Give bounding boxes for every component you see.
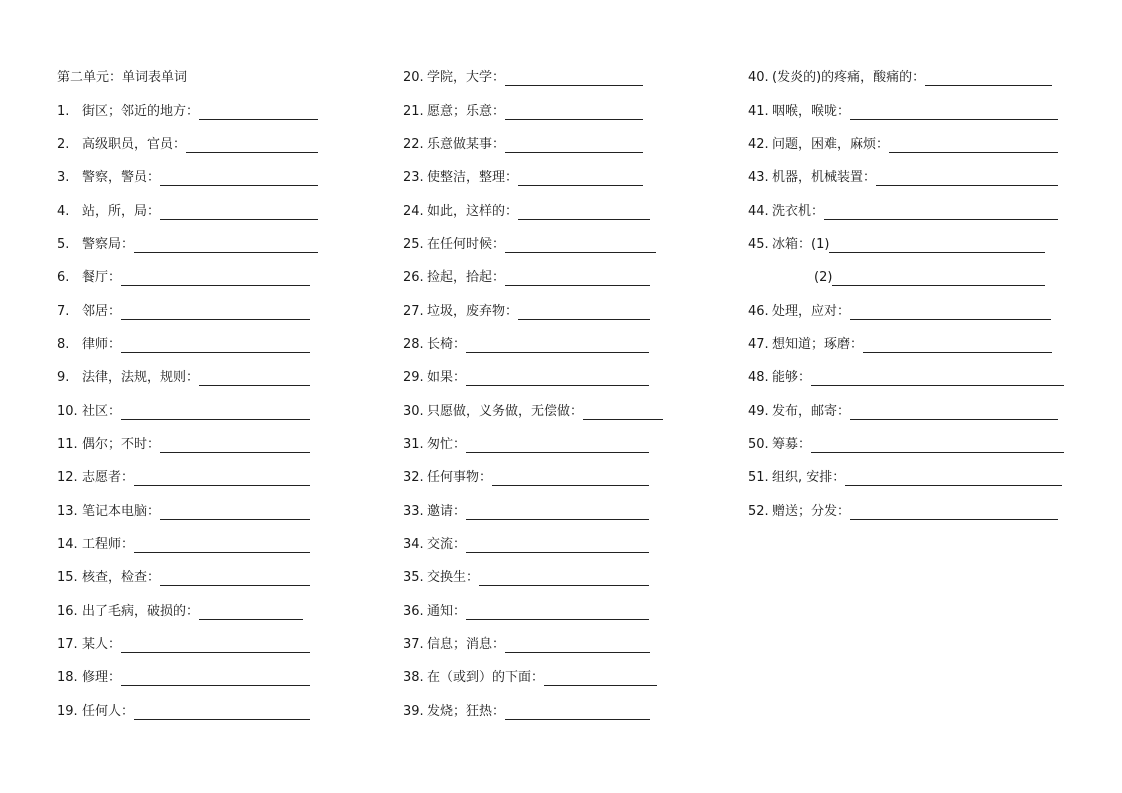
answer-blank: [811, 437, 1064, 453]
item-number: 13.: [57, 504, 78, 519]
item-label: 发布，邮寄：: [772, 404, 851, 419]
answer-blank: [121, 304, 310, 320]
vocab-item: [57, 337, 310, 353]
vocab-item: [57, 470, 310, 486]
vocab-item: [748, 337, 1052, 353]
answer-blank: [492, 470, 649, 486]
vocab-item: [57, 404, 310, 420]
answer-blank: [466, 437, 649, 453]
item-label: 任何人：: [82, 704, 135, 719]
vocab-item: [748, 504, 1058, 520]
answer-blank: [479, 570, 649, 586]
answer-blank: [845, 470, 1062, 486]
answer-blank: [850, 404, 1058, 420]
item-label: 交换生：: [427, 570, 480, 585]
vocab-item: [57, 704, 310, 720]
answer-blank: [160, 437, 310, 453]
item-number: 31.: [403, 437, 424, 452]
vocab-item: [57, 170, 318, 186]
vocab-item: [403, 704, 650, 720]
vocab-item-continuation: [814, 270, 1045, 286]
item-label: 笔记本电脑：: [82, 504, 161, 519]
answer-blank: [505, 637, 650, 653]
item-label: 问题，困难，麻烦：: [772, 137, 890, 152]
answer-blank: [160, 204, 318, 220]
vocab-item: [748, 70, 1052, 86]
vocab-item: [403, 137, 643, 153]
answer-blank: [199, 370, 310, 386]
item-number: 39.: [403, 704, 424, 719]
item-label: 垃圾，废弃物：: [427, 304, 519, 319]
item-number: 40.: [748, 70, 769, 85]
item-number: 9.: [57, 370, 70, 385]
item-label: 律师：: [82, 337, 122, 352]
item-number: 47.: [748, 337, 769, 352]
answer-blank: [518, 170, 643, 186]
vocab-item: [57, 437, 310, 453]
item-number: 52.: [748, 504, 769, 519]
answer-blank: [583, 404, 663, 420]
answer-blank: [925, 70, 1052, 86]
item-number: 49.: [748, 404, 769, 419]
answer-blank: [199, 104, 318, 120]
vocab-item: [403, 104, 643, 120]
vocab-item: [403, 537, 649, 553]
vocab-item: [57, 370, 310, 386]
answer-blank: [121, 637, 310, 653]
item-number: 19.: [57, 704, 78, 719]
item-number: 26.: [403, 270, 424, 285]
item-label: 餐厅：: [82, 270, 122, 285]
vocab-item: [57, 604, 303, 620]
vocab-item: [403, 504, 649, 520]
vocab-item: [748, 304, 1051, 320]
item-number: 20.: [403, 70, 424, 85]
answer-blank: [850, 304, 1051, 320]
vocab-item: [57, 237, 318, 253]
item-number: 33.: [403, 504, 424, 519]
vocab-item: [57, 570, 310, 586]
item-label: 高级职员，官员：: [82, 137, 187, 152]
item-label: 出了毛病，破损的：: [82, 604, 200, 619]
item-label: 在（或到）的下面：: [427, 670, 545, 685]
item-label: 使整洁，整理：: [427, 170, 519, 185]
item-number: 8.: [57, 337, 70, 352]
item-number: 45.: [748, 237, 769, 252]
item-number: 12.: [57, 470, 78, 485]
answer-blank: [863, 337, 1052, 353]
item-number: 38.: [403, 670, 424, 685]
vocab-item: [748, 104, 1058, 120]
answer-blank: [505, 137, 643, 153]
vocab-item: [403, 570, 649, 586]
answer-blank: [824, 204, 1058, 220]
vocab-item: [748, 237, 1045, 253]
answer-blank: [160, 170, 318, 186]
item-label: 通知：: [427, 604, 467, 619]
item-number: 18.: [57, 670, 78, 685]
item-label: 咽喉，喉咙：: [772, 104, 851, 119]
answer-blank: [466, 504, 649, 520]
item-number: 48.: [748, 370, 769, 385]
item-label: 长椅：: [427, 337, 467, 352]
item-label: 学院，大学：: [427, 70, 506, 85]
item-number: 22.: [403, 137, 424, 152]
item-label: 只愿做，义务做，无偿做：: [427, 404, 584, 419]
item-label: 捡起，拾起：: [427, 270, 506, 285]
vocab-item: [57, 504, 310, 520]
vocab-item: [403, 404, 663, 420]
answer-blank: [876, 170, 1058, 186]
vocab-item: [57, 670, 310, 686]
answer-blank: [829, 237, 1045, 253]
item-number: 7.: [57, 304, 70, 319]
item-number: 15.: [57, 570, 78, 585]
answer-blank: [121, 670, 310, 686]
answer-blank: [544, 670, 657, 686]
vocab-item: [403, 170, 643, 186]
answer-blank: [134, 704, 310, 720]
answer-blank: [186, 137, 318, 153]
item-label: 洗衣机：: [772, 204, 825, 219]
vocab-item: [403, 304, 650, 320]
vocab-item: [57, 304, 310, 320]
item-number: 41.: [748, 104, 769, 119]
item-label: 交流：: [427, 537, 467, 552]
item-number: 32.: [403, 470, 424, 485]
vocab-item: [748, 470, 1062, 486]
page-title: 第二单元：单词表单词: [57, 70, 188, 85]
item-label: 冰箱：(1): [772, 237, 830, 252]
item-label: 发烧；狂热：: [427, 704, 506, 719]
vocab-item: [748, 437, 1064, 453]
item-number: 34.: [403, 537, 424, 552]
answer-blank: [134, 237, 318, 253]
answer-blank: [518, 204, 650, 220]
answer-blank: [505, 270, 650, 286]
vocab-item: [403, 670, 657, 686]
item-number: 27.: [403, 304, 424, 319]
item-label: 核查，检查：: [82, 570, 161, 585]
item-number: 1.: [57, 104, 70, 119]
item-number: 16.: [57, 604, 78, 619]
vocab-item: [403, 337, 649, 353]
item-label: 任何事物：: [427, 470, 493, 485]
vocab-item: [57, 537, 310, 553]
answer-blank: [466, 337, 649, 353]
item-number: 21.: [403, 104, 424, 119]
item-number: 23.: [403, 170, 424, 185]
answer-blank: [889, 137, 1058, 153]
answer-blank: [850, 504, 1058, 520]
item-label: 筹募：: [772, 437, 812, 452]
item-label: 邻居：: [82, 304, 122, 319]
item-number: 30.: [403, 404, 424, 419]
answer-blank: [160, 504, 310, 520]
answer-blank: [134, 537, 310, 553]
item-label: 如此，这样的：: [427, 204, 519, 219]
item-number: 37.: [403, 637, 424, 652]
item-label: 想知道；琢磨：: [772, 337, 864, 352]
item-label: 处理，应对：: [772, 304, 851, 319]
answer-blank: [466, 604, 649, 620]
item-number: 4.: [57, 204, 70, 219]
answer-blank: [505, 237, 656, 253]
item-label: 修理：: [82, 670, 122, 685]
item-label: 法律，法规，规则：: [82, 370, 200, 385]
answer-blank: [505, 104, 643, 120]
answer-blank: [466, 370, 649, 386]
item-label: 乐意做某事：: [427, 137, 506, 152]
answer-blank: [466, 537, 649, 553]
vocab-item: [403, 637, 650, 653]
item-number: 42.: [748, 137, 769, 152]
vocab-item: [57, 637, 310, 653]
item-number: 51.: [748, 470, 769, 485]
item-label: 信息；消息：: [427, 637, 506, 652]
item-number: 36.: [403, 604, 424, 619]
answer-blank: [134, 470, 310, 486]
item-number: 5.: [57, 237, 70, 252]
item-number: 6.: [57, 270, 70, 285]
item-label: 机器，机械装置：: [772, 170, 877, 185]
answer-blank: [199, 604, 303, 620]
item-number: 10.: [57, 404, 78, 419]
item-number: 44.: [748, 204, 769, 219]
answer-blank: [121, 404, 310, 420]
item-label: 匆忙：: [427, 437, 467, 452]
answer-blank: [505, 704, 650, 720]
item-label: 警察，警员：: [82, 170, 161, 185]
item-label: 街区；邻近的地方：: [82, 104, 200, 119]
vocab-item: [403, 604, 649, 620]
item-label: 组织, 安排：: [772, 470, 846, 485]
vocab-item: [748, 170, 1058, 186]
vocab-item: [57, 104, 318, 120]
item-number: 2.: [57, 137, 70, 152]
answer-blank: [160, 570, 310, 586]
item-label: 能够：: [772, 370, 812, 385]
answer-blank: [505, 70, 643, 86]
item-label: 如果：: [427, 370, 467, 385]
answer-blank: [518, 304, 650, 320]
item-label: (2): [814, 270, 833, 285]
answer-blank: [832, 270, 1045, 286]
item-label: 警察局：: [82, 237, 135, 252]
item-label: 邀请：: [427, 504, 467, 519]
item-label: 赠送；分发：: [772, 504, 851, 519]
vocab-item: [748, 137, 1058, 153]
vocab-item: [57, 270, 310, 286]
vocab-item: [748, 204, 1058, 220]
vocab-item: [403, 470, 649, 486]
vocab-item: [403, 70, 643, 86]
item-label: 工程师：: [82, 537, 135, 552]
answer-blank: [121, 337, 310, 353]
item-label: 社区：: [82, 404, 122, 419]
vocab-item: [403, 204, 650, 220]
item-number: 28.: [403, 337, 424, 352]
vocab-item: [748, 404, 1058, 420]
item-number: 3.: [57, 170, 70, 185]
item-label: 在任何时候：: [427, 237, 506, 252]
item-number: 46.: [748, 304, 769, 319]
vocab-item: [403, 437, 649, 453]
answer-blank: [850, 104, 1058, 120]
vocab-item: [403, 270, 650, 286]
item-label: 站，所，局：: [82, 204, 161, 219]
item-number: 29.: [403, 370, 424, 385]
item-number: 24.: [403, 204, 424, 219]
item-number: 25.: [403, 237, 424, 252]
item-label: (发炎的)的疼痛，酸痛的：: [772, 70, 926, 85]
item-number: 17.: [57, 637, 78, 652]
item-number: 50.: [748, 437, 769, 452]
vocab-item: [57, 204, 318, 220]
vocab-item: [57, 137, 318, 153]
item-label: 志愿者：: [82, 470, 135, 485]
item-label: 愿意；乐意：: [427, 104, 506, 119]
vocab-item: [403, 237, 656, 253]
item-number: 35.: [403, 570, 424, 585]
item-label: 偶尔；不时：: [82, 437, 161, 452]
answer-blank: [811, 370, 1064, 386]
vocab-item: [403, 370, 649, 386]
item-number: 43.: [748, 170, 769, 185]
item-number: 11.: [57, 437, 78, 452]
vocab-item: [748, 370, 1064, 386]
answer-blank: [121, 270, 310, 286]
item-label: 某人：: [82, 637, 122, 652]
item-number: 14.: [57, 537, 78, 552]
